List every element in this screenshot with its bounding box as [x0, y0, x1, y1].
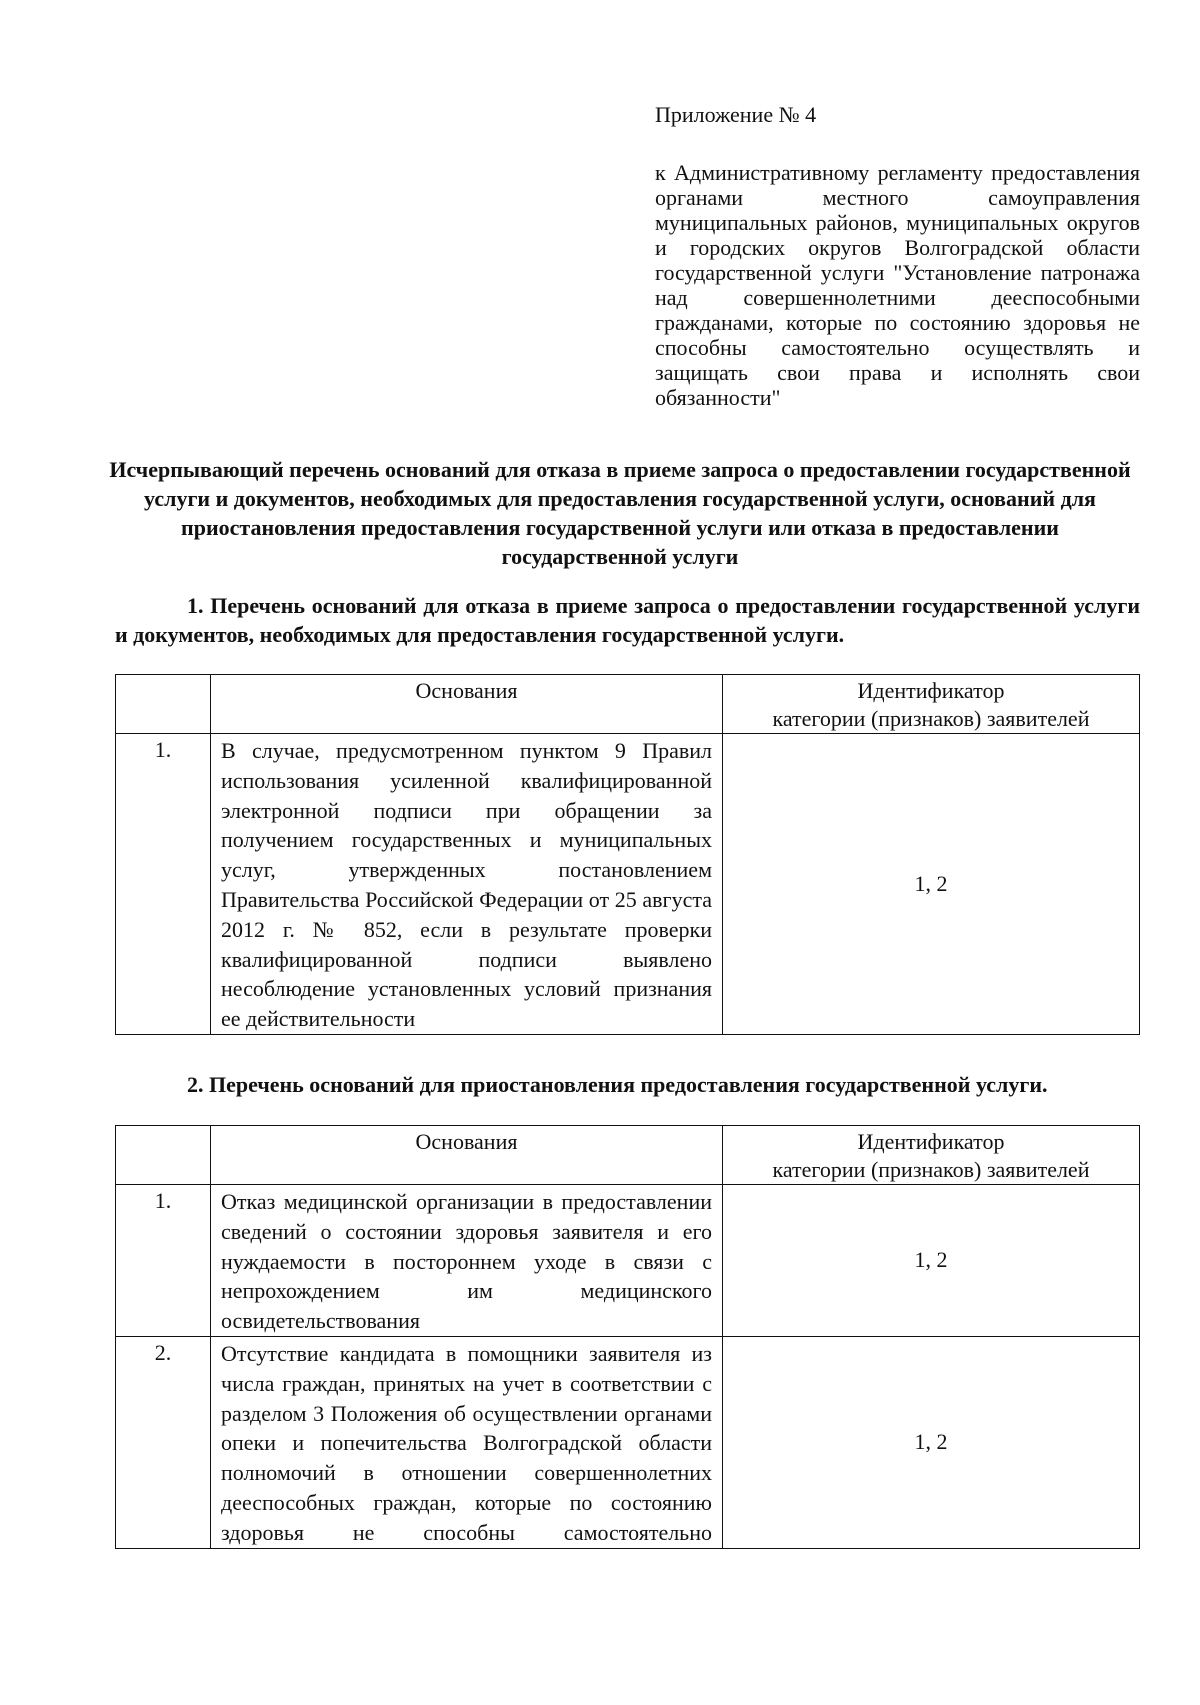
- row-reason: Отсутствие кандидата в помощники заявителя из числа граждан, принятых на учет в соответствии с разделом 3 Положения об осуществлении органами опеки и попечительства Волгоградской области полномочий в отношении совершеннолетних дееспособных граждан, которые по состоянию здоровья не способны самостоятельно: [211, 1336, 723, 1548]
- document-title: Исчерпывающий перечень оснований для отказа в приеме запроса о предоставлении государственной услуги и документов, необходимых для предоставления государственной услуги, оснований для приостановления предоставления государственной услуги или отказа в предоставлении государственной услуги: [109, 457, 1131, 569]
- header-identifier-line1: Идентификатор: [857, 1129, 1005, 1154]
- row-number: 1.: [116, 1185, 211, 1337]
- header-reason-cell: Основания: [211, 675, 723, 734]
- header-identifier-cell: [723, 675, 1140, 734]
- header-number-cell: [116, 675, 211, 734]
- section-1-heading: 1. Перечень оснований для отказа в приеме запроса о предоставлении государственной услуги и документов, необходимых для предоставления государственной услуги.: [115, 593, 1140, 647]
- table-header-row: [116, 675, 1140, 734]
- row-reason: Отказ медицинской организации в предоставлении сведений о состоянии здоровья заявителя и его нуждаемости в постороннем уходе в связи с непрохождением им медицинского освидетельствования: [211, 1185, 723, 1337]
- section-2-table: [115, 1125, 1140, 1549]
- header-number-cell: [116, 1126, 211, 1185]
- appendix-title: Приложение № 4: [655, 102, 817, 127]
- table-row: [116, 1336, 1140, 1548]
- header-reason-cell: Основания: [211, 1126, 723, 1185]
- appendix-reference: к Административному регламенту предоставления органами местного самоуправления муниципальных районов, муниципальных округов и городских округов Волгоградской области государственной услуги "Установление патронажа над совершеннолетними дееспособными гражданами, которые по состоянию здоровья не способны самостоятельно осуществлять и защищать свои права и исполнять свои обязанности": [655, 160, 1140, 410]
- header-identifier-line2: категории (признаков) заявителей: [772, 706, 1090, 731]
- header-identifier-line2: категории (признаков) заявителей: [772, 1157, 1090, 1182]
- row-number: 1.: [116, 734, 211, 1035]
- row-identifier: 1, 2: [723, 1336, 1140, 1548]
- row-number: 2.: [116, 1336, 211, 1548]
- header-identifier-cell: [723, 1126, 1140, 1185]
- table-row: [116, 734, 1140, 1035]
- section-2-heading: 2. Перечень оснований для приостановления предоставления государственной услуги.: [187, 1072, 1048, 1097]
- row-reason: В случае, предусмотренном пунктом 9 Правил использования усиленной квалифицированной электронной подписи при обращении за получением государственных и муниципальных услуг, утвержденных постановлением Правительства Российской Федерации от 25 августа 2012 г. № 852, если в результате проверки квалифицированной подписи выявлено несоблюдение установленных условий признания ее действительности: [211, 734, 723, 1035]
- row-identifier: 1, 2: [723, 734, 1140, 1035]
- header-identifier-line1: Идентификатор: [857, 678, 1005, 703]
- row-identifier: 1, 2: [723, 1185, 1140, 1337]
- table-row: [116, 1185, 1140, 1337]
- table-header-row: [116, 1126, 1140, 1185]
- section-1-table: [115, 674, 1140, 1035]
